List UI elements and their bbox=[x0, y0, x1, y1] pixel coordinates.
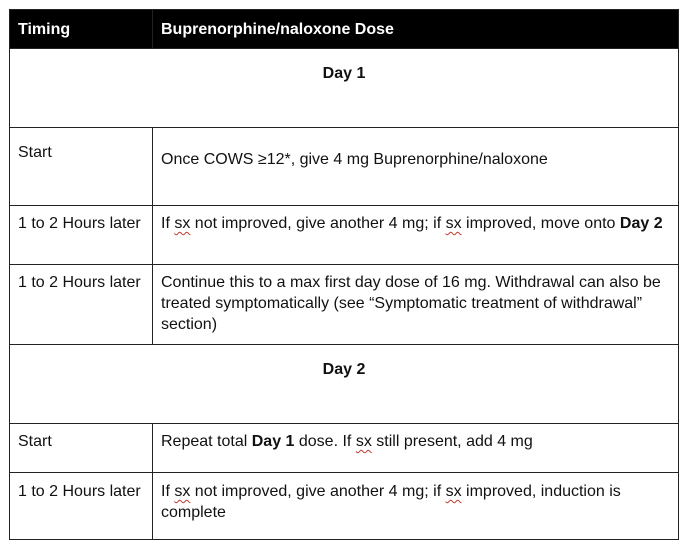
dose-cell: Once COWS ≥12*, give 4 mg Buprenorphine/naloxone bbox=[153, 128, 679, 206]
dose-text: still present, add 4 mg bbox=[371, 433, 533, 450]
dose-cell bbox=[153, 424, 679, 473]
day-2-heading: Day 2 bbox=[10, 345, 679, 424]
sx-abbreviation: sx bbox=[174, 215, 191, 232]
dose-cell: Continue this to a max first day dose of 16 mg. Withdrawal can also be treated symptomatically (see “Symptomatic treatment of withdrawal” section) bbox=[153, 265, 679, 345]
timing-cell: 1 to 2 Hours later bbox=[10, 473, 153, 540]
dose-text: If bbox=[161, 483, 175, 500]
table-row bbox=[10, 265, 679, 345]
table-row bbox=[10, 206, 679, 265]
day-section-row bbox=[10, 345, 679, 424]
table-row bbox=[10, 473, 679, 540]
header-timing: Timing bbox=[10, 10, 153, 49]
buprenorphine-dosing-table bbox=[9, 9, 679, 540]
dose-cell bbox=[153, 473, 679, 540]
dose-text: improved, induction is complete bbox=[161, 483, 621, 521]
sx-abbreviation: sx bbox=[174, 483, 191, 500]
dose-text: Repeat total bbox=[161, 433, 252, 450]
dose-emphasis: Day 1 bbox=[251, 433, 295, 450]
sx-abbreviation: sx bbox=[445, 215, 462, 232]
timing-cell: 1 to 2 Hours later bbox=[10, 206, 153, 265]
dose-text: dose. If bbox=[294, 433, 356, 450]
dose-text: improved, move onto bbox=[461, 215, 620, 232]
dose-cell bbox=[153, 206, 679, 265]
header-row bbox=[10, 10, 679, 49]
timing-cell: 1 to 2 Hours later bbox=[10, 265, 153, 345]
dose-text: If bbox=[161, 215, 175, 232]
table-row bbox=[10, 424, 679, 473]
dose-text: not improved, give another 4 mg; if bbox=[190, 483, 446, 500]
timing-cell: Start bbox=[10, 128, 153, 206]
dose-text: not improved, give another 4 mg; if bbox=[190, 215, 446, 232]
sx-abbreviation: sx bbox=[355, 433, 372, 450]
table-row bbox=[10, 128, 679, 206]
timing-cell: Start bbox=[10, 424, 153, 473]
header-dose: Buprenorphine/naloxone Dose bbox=[153, 10, 679, 49]
day-section-row bbox=[10, 49, 679, 128]
day-1-heading: Day 1 bbox=[10, 49, 679, 128]
dose-emphasis: Day 2 bbox=[619, 215, 663, 232]
sx-abbreviation: sx bbox=[445, 483, 462, 500]
